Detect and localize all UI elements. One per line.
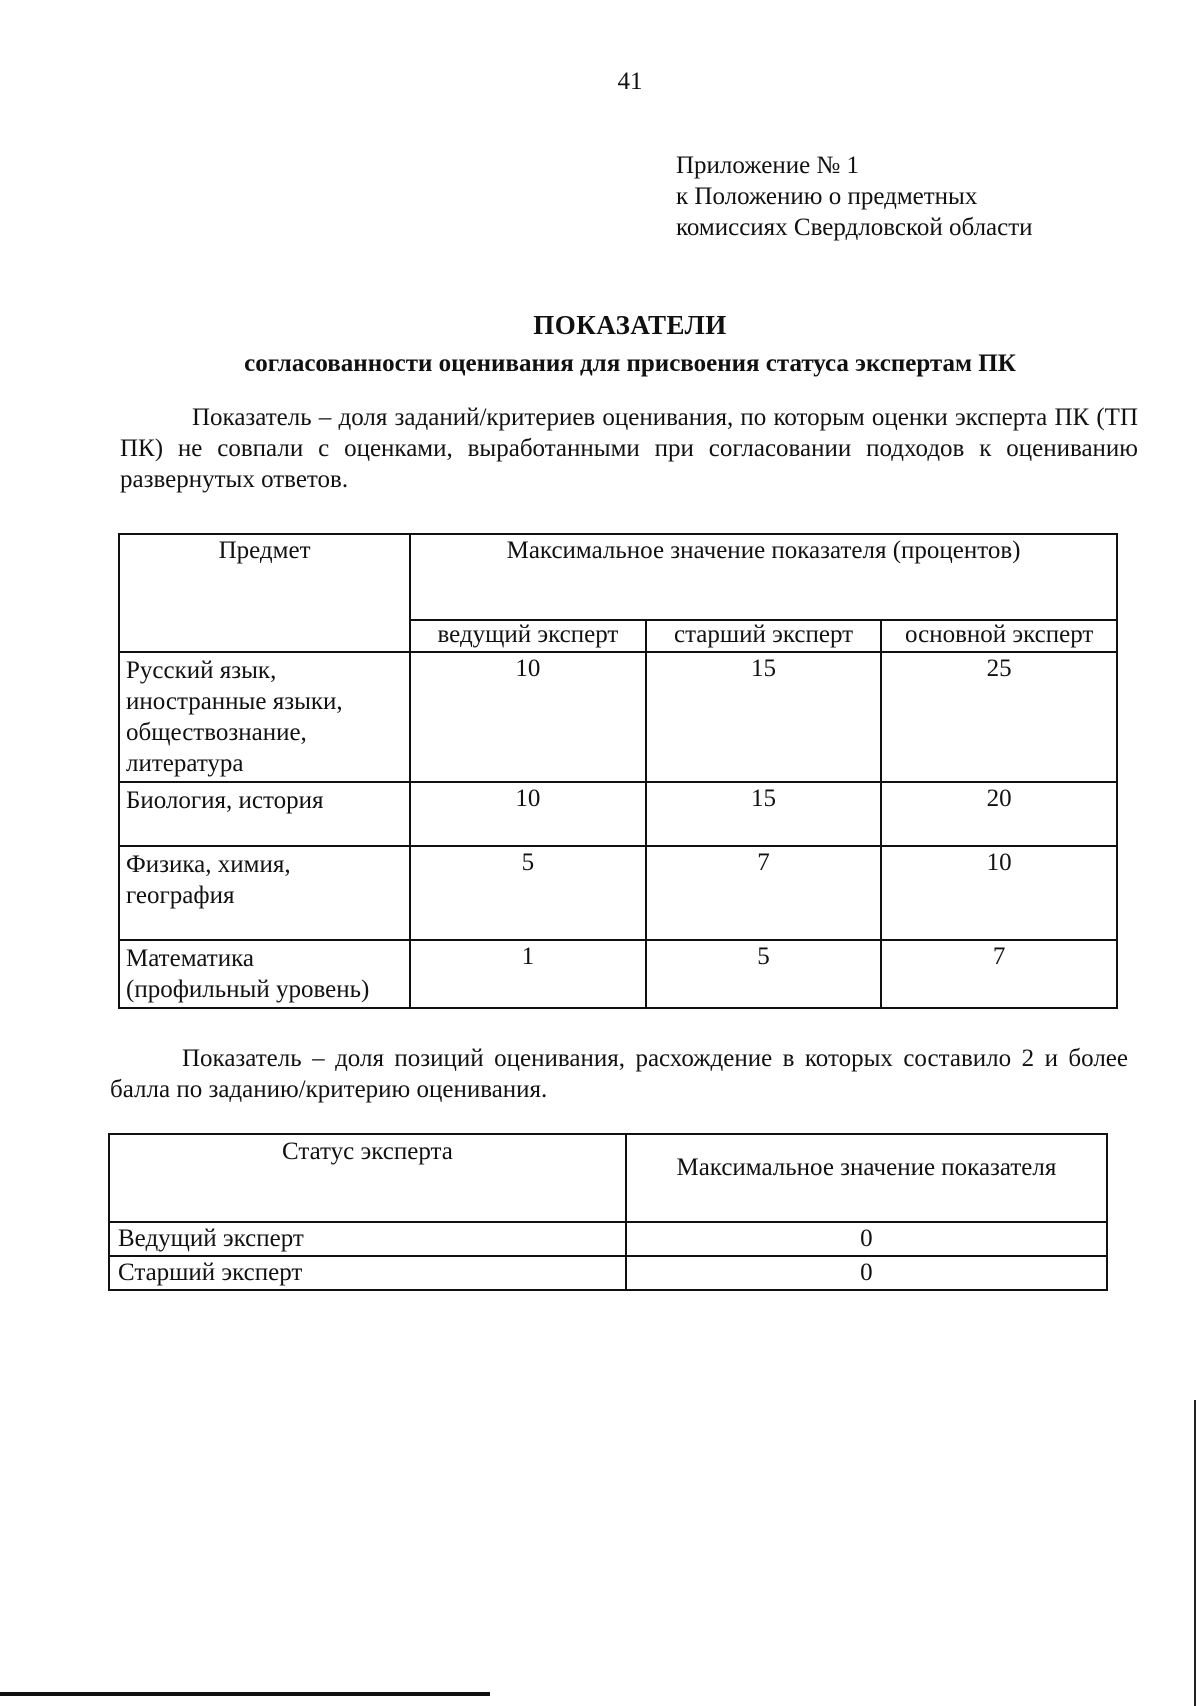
indicator-paragraph-1: Показатель – доля заданий/критериев оценивания, по которым оценки эксперта ПК (ТП ПК) не совпали с оценками, выработанными при согласовании подходов к оцениванию развернутых ответов. xyxy=(120,404,1138,493)
value-cell: 5 xyxy=(410,846,646,940)
value-cell: 10 xyxy=(410,652,646,782)
appendix-line-3: комиссиях Свердловской области xyxy=(676,214,1033,241)
header-max-value: Максимальное значение показателя (процентов) xyxy=(410,534,1117,620)
header-lead-expert: ведущий эксперт xyxy=(410,620,646,652)
header-max-value: Максимальное значение показателя xyxy=(626,1134,1107,1222)
subject-cell: Русский язык, иностранные языки, обществознание, литература xyxy=(119,652,410,782)
value-cell: 15 xyxy=(646,652,882,782)
table-row xyxy=(109,1222,1107,1256)
table-row xyxy=(109,1256,1107,1290)
appendix-note xyxy=(676,150,1033,243)
value-cell: 1 xyxy=(410,940,646,1008)
appendix-line-2: к Положению о предметных xyxy=(676,183,978,210)
value-cell: 0 xyxy=(626,1222,1107,1256)
value-cell: 15 xyxy=(646,782,882,846)
subject-cell: Физика, химия, география xyxy=(119,846,410,940)
scan-edge-right xyxy=(1194,1400,1196,1706)
document-subtitle: согласованности оценивания для присвоения статуса экспертам ПК xyxy=(244,350,1016,377)
value-cell: 10 xyxy=(410,782,646,846)
scan-edge-bottom xyxy=(0,1692,490,1696)
table-row xyxy=(119,782,1117,846)
header-main-expert: основной эксперт xyxy=(881,620,1117,652)
page-number: 41 xyxy=(617,68,643,95)
subject-cell: Математика (профильный уровень) xyxy=(119,940,410,1008)
indicator-table-1 xyxy=(118,533,1118,1009)
table-row xyxy=(119,940,1117,1008)
value-cell: 20 xyxy=(881,782,1117,846)
value-cell: 25 xyxy=(881,652,1117,782)
value-cell: 7 xyxy=(881,940,1117,1008)
header-expert-status: Статус эксперта xyxy=(109,1134,626,1222)
table-row xyxy=(119,652,1117,782)
value-cell: 0 xyxy=(626,1256,1107,1290)
value-cell: 5 xyxy=(646,940,882,1008)
appendix-line-1: Приложение № 1 xyxy=(676,152,860,179)
subject-cell: Биология, история xyxy=(119,782,410,846)
indicator-table-2 xyxy=(108,1133,1108,1291)
table-row xyxy=(119,846,1117,940)
header-subject: Предмет xyxy=(119,534,410,652)
indicator-paragraph-2: Показатель – доля позиций оценивания, расхождение в которых составило 2 и более балла по заданию/критерию оценивания. xyxy=(110,1045,1128,1103)
value-cell: 10 xyxy=(881,846,1117,940)
status-cell: Ведущий эксперт xyxy=(109,1222,626,1256)
status-cell: Старший эксперт xyxy=(109,1256,626,1290)
document-title: ПОКАЗАТЕЛИ xyxy=(533,310,727,340)
value-cell: 7 xyxy=(646,846,882,940)
header-senior-expert: старший эксперт xyxy=(646,620,882,652)
